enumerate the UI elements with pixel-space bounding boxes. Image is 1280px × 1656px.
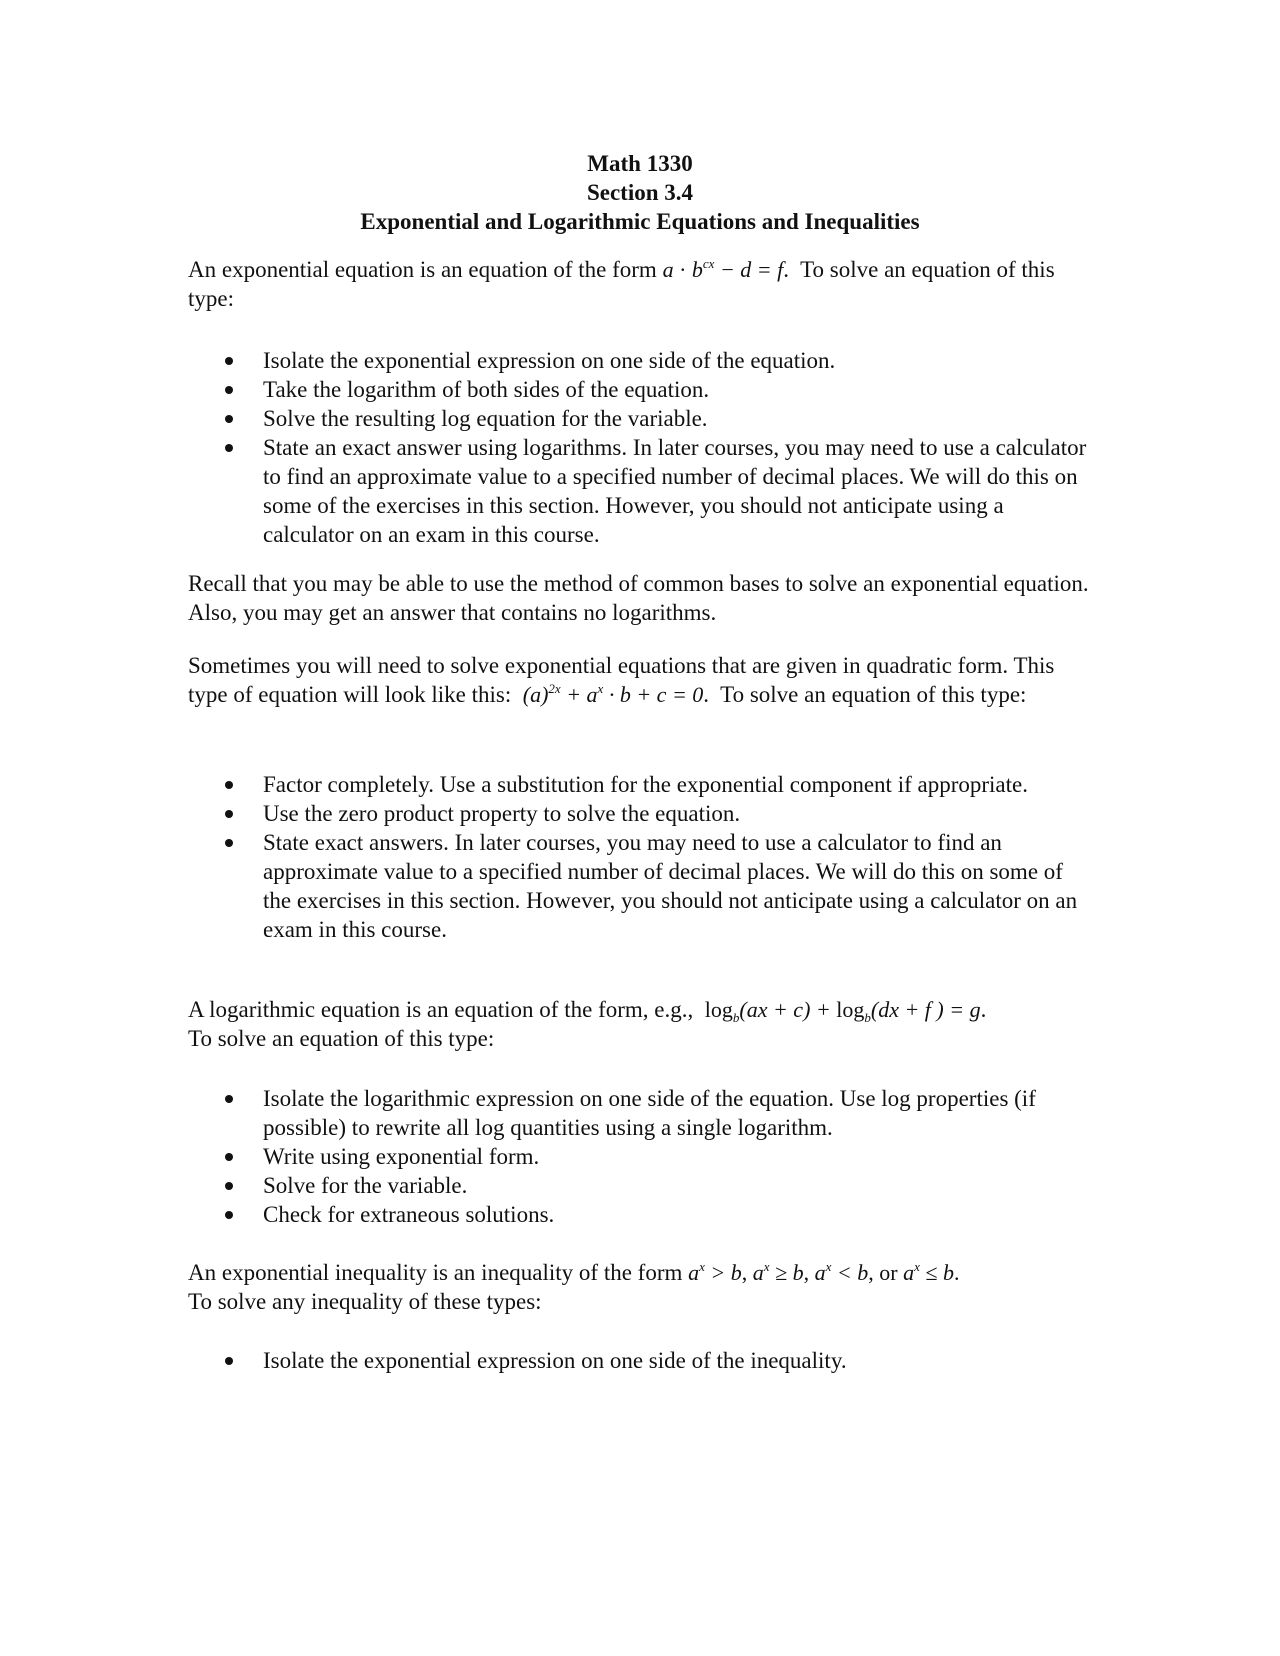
course-title: Math 1330: [587, 151, 693, 176]
document-header: [0, 149, 1280, 236]
page-title: Exponential and Logarithmic Equations and Inequalities: [360, 209, 920, 234]
inequality-steps: [188, 1346, 1093, 1375]
section-title: Section 3.4: [586, 180, 694, 205]
list-item: Isolate the logarithmic expression on one side of the equation. Use log properties (if possible) to rewrite all log quantities using a single logarithm.: [188, 1084, 1093, 1142]
exponential-intro: An exponential equation is an equation of the form $a \cdot b^{cx} - d = f$. To solve an equation of this type:: [188, 256, 1055, 311]
list-item: Check for extraneous solutions.: [188, 1200, 1093, 1229]
logarithmic-steps: [188, 1084, 1093, 1229]
exponential-formula: $a \cdot b^{cx} - d = f$: [662, 256, 784, 282]
exponential-steps: [188, 346, 1093, 549]
inequality-intro: An exponential inequality is an inequality of the form $a^x > b$, $a^x \ge b$, $a^x < b$, or $a^x \le b$. To solve any inequality of these types:: [188, 1259, 960, 1314]
list-item: Use the zero product property to solve the equation.: [188, 799, 1093, 828]
list-item: Solve for the variable.: [188, 1171, 1093, 1200]
list-item: State exact answers. In later courses, you may need to use a calculator to find an approximate value to a specified number of decimal places. We will do this on some of the exercises in this section. However, you should not anticipate using a calculator on an exam in this course.: [188, 828, 1093, 944]
list-item: Factor completely. Use a substitution for the exponential component if appropriate.: [188, 770, 1093, 799]
quadratic-formula: $(a)^{2x} + a^x \cdot b + c = 0$: [522, 681, 704, 707]
list-item: State an exact answer using logarithms. In later courses, you may need to use a calculator to find an approximate value to a specified number of decimal places. We will do this on some of the exercises in this section. However, you should not anticipate using a calculator on an exam in this course.: [188, 433, 1093, 549]
quadratic-steps: [188, 770, 1093, 944]
inequality-formula: $a^x > b$, $a^x \ge b$, $a^x < b$, or $a^x \le b$.: [688, 1259, 960, 1285]
list-item: Solve the resulting log equation for the variable.: [188, 404, 1093, 433]
list-item: Isolate the exponential expression on one side of the equation.: [188, 346, 1093, 375]
recall-paragraph: Recall that you may be able to use the method of common bases to solve an exponential equation. Also, you may get an answer that contains no logarithms.: [188, 571, 1089, 625]
quadratic-intro: Sometimes you will need to solve exponential equations that are given in quadratic form. This type of equation will look like this: $(a)^{2x} + a^x \cdot b + c = 0$. To solve an equation of this type:: [188, 653, 1055, 707]
list-item: Write using exponential form.: [188, 1142, 1093, 1171]
logarithmic-intro: A logarithmic equation is an equation of the form, e.g., $\log_b(ax + c) + \log_b(dx + f$ ) = g. To solve an equation of this type:: [188, 997, 987, 1051]
logarithmic-formula: $\log_b(ax + c) + \log_b(dx + f$ ) = g: [704, 997, 981, 1025]
list-item: Isolate the exponential expression on one side of the inequality.: [188, 1346, 1093, 1375]
list-item: Take the logarithm of both sides of the equation.: [188, 375, 1093, 404]
